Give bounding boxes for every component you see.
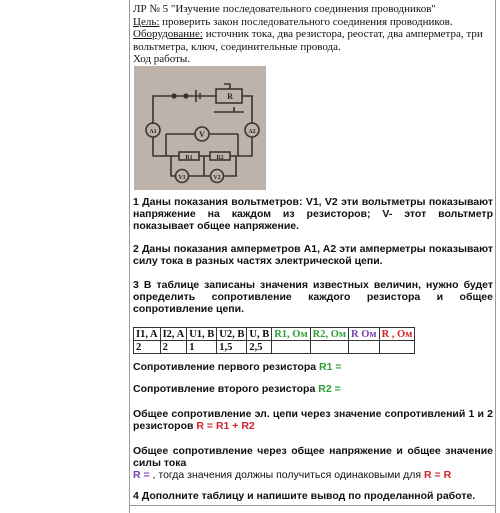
label-r1: R1 — [185, 155, 193, 161]
header-cell: I1, A — [134, 328, 161, 341]
circuit-diagram — [134, 66, 266, 190]
table-header-row — [134, 328, 415, 341]
total2-mid: , тогда значения должны получиться одинаковыми для — [149, 469, 422, 481]
total-formula: R = R1 + R2 — [196, 420, 255, 432]
label-a2: A2 — [248, 129, 256, 135]
label-v1: V1 — [178, 175, 186, 181]
frame-line-left — [129, 0, 130, 513]
r2-symbol: R2 = — [318, 383, 341, 395]
circuit-photo — [134, 66, 266, 190]
table-cell — [349, 341, 380, 354]
equipment-text: источник тока, два резистора, реостат, два амперметра, три вольтметра, ключ, соединительные провода. — [133, 28, 483, 53]
total2-eq: R = — [133, 469, 150, 481]
label-r: R — [227, 92, 233, 101]
procedure-heading: Ход работы. — [133, 53, 191, 65]
r2-line — [133, 383, 493, 395]
table-cell: 2 — [134, 341, 161, 354]
table-cell — [379, 341, 415, 354]
item-2: 2 Даны показания амперметров A1, A2 эти амперметры показывают силу тока в разных частях электрической цепи. — [133, 243, 493, 267]
header-block — [133, 3, 493, 66]
equipment-label: Оборудование: — [133, 28, 203, 40]
table-cell: 2,5 — [247, 341, 272, 354]
label-a1: A1 — [149, 129, 157, 135]
total-resistance-line — [133, 408, 493, 432]
header-cell: U, B — [247, 328, 272, 341]
goal-line — [133, 16, 493, 29]
frame-line-bottom — [129, 505, 496, 506]
header-cell: U2, B — [217, 328, 247, 341]
lab-title: ЛР № 5 "Изучение последовательного соединения проводников" — [133, 3, 436, 15]
total2-text: Общее сопротивление через общее напряжение и общее значение силы тока — [133, 445, 493, 469]
total-text: Общее сопротивление эл. цепи через значение сопротивлений 1 и 2 резисторов — [133, 408, 493, 432]
table-row — [134, 341, 415, 354]
table-cell — [310, 341, 348, 354]
total2-line — [133, 445, 493, 481]
item-3: 3 В таблице записаны значения известных величин, нужно будет определить сопротивление каждого резистора и общее сопротивление цепи. — [133, 279, 493, 315]
table-cell: 1,5 — [217, 341, 247, 354]
item-1: 1 Даны показания вольтметров: V1, V2 эти вольтметры показывают напряжение на каждом из резисторов; V- этот вольтметр показывает общее напряжение. — [133, 196, 493, 232]
header-cell: I2, A — [160, 328, 187, 341]
table-cell — [272, 341, 310, 354]
header-cell: R2, Ом — [310, 328, 348, 341]
table-cell: 2 — [160, 341, 187, 354]
frame-line-right — [495, 0, 496, 513]
item-4: 4 Дополните таблицу и напишите вывод по проделанной работе. — [133, 490, 476, 502]
header-cell: R , Ом — [379, 328, 415, 341]
label-r2: R2 — [216, 155, 224, 161]
goal-text: проверить закон последовательного соединения проводников. — [159, 15, 453, 28]
header-cell: R Ом — [349, 328, 380, 341]
total2-end: R = R — [424, 469, 452, 481]
data-table — [133, 327, 415, 354]
r1-symbol: R1 = — [319, 361, 342, 373]
r1-text: Сопротивление первого резистора — [133, 361, 317, 373]
label-v2: V2 — [213, 175, 221, 181]
r2-text: Сопротивление второго резистора — [133, 383, 316, 395]
goal-label: Цель: — [133, 15, 160, 28]
table-cell: 1 — [187, 341, 217, 354]
header-cell: U1, B — [187, 328, 217, 341]
header-cell: R1, Ом — [272, 328, 310, 341]
equipment-line — [133, 28, 493, 53]
label-v: V — [199, 130, 205, 139]
r1-line — [133, 361, 493, 373]
